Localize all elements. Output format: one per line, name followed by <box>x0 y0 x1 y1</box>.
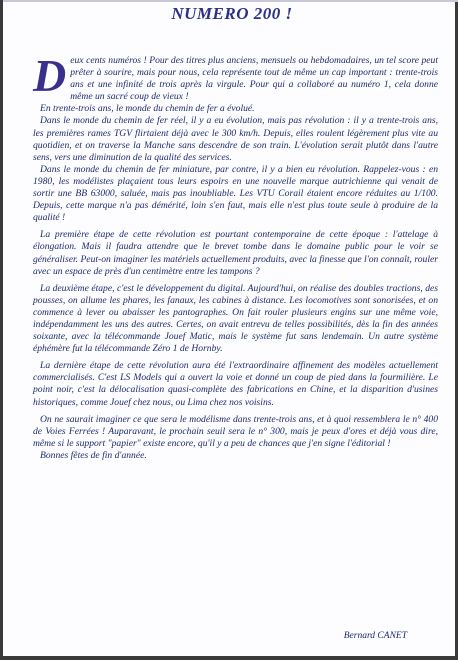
page-edge-top <box>3 0 458 2</box>
drop-cap: D <box>33 50 67 101</box>
paragraph-7: La dernière étape de cette révolution aura été l'extraordinaire affinement des modèles actuellement commercialisés. C'est LS Models qui a ouvert la voie et donné un coup de pied dans la fourmilière. Le point noir, c'est la délocalisation quasi-complète des fabrications en Chine, et la disparition d'usines historiques, comme Jouef chez nous, ou Lima chez nos voisins. <box>33 360 438 408</box>
paragraph-2: En trente-trois ans, le monde du chemin de fer a évolué. <box>40 103 255 115</box>
paragraph-8: On ne saurait imaginer ce que sera le modélisme dans trente-trois ans, et à quoi ressemblera le n° 400 de Voies Ferrées ! Auparavant, le prochain seuil sera le n° 300, mais je peux d'ores et déjà vous dire, même si le support "papier" existe encore, qu'il y a peu de chances que j'en signe l'éditorial ! <box>33 413 438 449</box>
page-title: NUMERO 200 ! <box>171 4 293 23</box>
paragraph-3: Dans le monde du chemin de fer réel, il y a eu évolution, mais pas révolution : il y a trente-trois ans, les premières rames TGV flirtaient déjà avec le 300 km/h. Depuis, elles roulent légèrement plus vite au quotidien, et on traverse la Manche sans descendre de son train. L'évolution serait plutôt dans l'autre sens, vers une diminution de la qualité des services. <box>33 115 438 163</box>
editorial-article <box>33 50 438 462</box>
page-edge-bottom <box>3 656 458 660</box>
paragraph-4: Dans le monde du chemin de fer miniature, par contre, il y a bien eu révolution. Rappelez-vous : en 1980, les modélistes plaçaient tous leurs espoirs en une nouvelle marque autrichienne qui venait de sortir une BB 63000, saluée, mais pas inoubliable. Les VTU Corail étaient encore réduites au 1/100. Depuis, cette marque n'a pas démérité, loin s'en faut, mais elle n'est plus toute seule à produire de la qualité ! <box>33 163 438 224</box>
paragraph-1-text: eux cents numéros ! Pour des titres plus anciens, mensuels ou hebdomadaires, un tel score peut prêter à sourire, mais pour nous, cela représente tout de même un cap important : trente-trois ans et une infinité de trois après la virgule. Pour qui a collaboré au numéro 1, cela donne même un sacré coup de vieux ! <box>70 55 438 103</box>
paragraph-6: La deuxième étape, c'est le développement du digital. Aujourd'hui, on réalise des doubles tractions, des pousses, on allume les phares, les fanaux, les cabines à distance. Les locomotives sont sonorisées, et on commence à lever ou abaisser les pantographes. On fait rouler plusieurs engins sur une même voie, indépendamment les uns des autres. Certes, on avait entrevu de telles possibilités, dès la fin des années soixante, avec la télécommande Jouef Matic, mais le système fut sans lendemain. Un autre système éphémère fut la télécommande Zéro 1 de Hornby. <box>33 282 438 355</box>
signature: Bernard CANET <box>343 631 407 641</box>
paragraph-5: La première étape de cette révolution est pourtant contemporaine de cette époque : l'attelage à élongation. Mais il faudra attendre que le brevet tombe dans le domaine public pour le voir se généraliser. Peut-on imaginer les matériels actuellement produits, avec la finesse que l'on connaît, rouler avec un espace de près d'un centimètre entre les tampons ? <box>33 229 438 277</box>
paragraph-1 <box>33 50 438 103</box>
paragraph-9: Bonnes fêtes de fin d'année. <box>40 449 147 461</box>
